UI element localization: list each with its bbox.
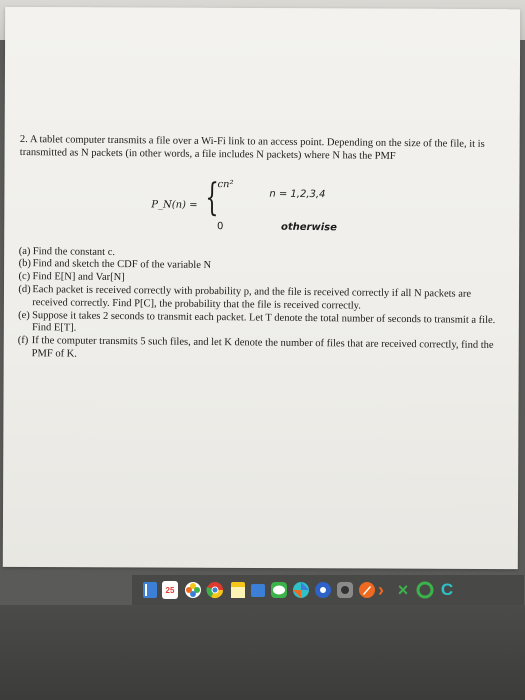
notes-icon[interactable]: [230, 581, 246, 599]
office-icon[interactable]: [416, 581, 434, 599]
part-label: (d): [18, 283, 31, 296]
table-background: [0, 605, 525, 700]
pmf-case1-condition: n = 1,2,3,4: [269, 188, 326, 200]
pages-icon[interactable]: [358, 581, 376, 599]
pmf-case2-condition: otherwise: [280, 221, 337, 233]
part-label: (f): [17, 335, 29, 347]
pmf-formula: [19, 174, 498, 241]
problem-content: [18, 134, 498, 366]
chevron-right-icon[interactable]: ›: [378, 580, 384, 600]
part-text: Find and sketch the CDF of the variable N: [32, 258, 212, 272]
part-text: Suppose it takes 2 seconds to transmit each packet. Let T denote the total number of seconds to transmit a file. Find E[T].: [31, 309, 496, 334]
pinwheel-icon[interactable]: [292, 581, 310, 599]
calendar-icon[interactable]: 25: [162, 581, 178, 599]
problem-intro: [20, 134, 498, 165]
part-label: (b): [18, 258, 31, 270]
book-icon[interactable]: [142, 581, 158, 599]
c-icon[interactable]: C: [440, 580, 454, 599]
messages-icon[interactable]: [270, 581, 288, 599]
folder-icon[interactable]: [250, 581, 266, 599]
problem-statement: 2. A tablet computer transmits a file over a Wi-Fi link to an access point. Depending on the size of the file, it is transmitted as N packets (in other words, a file includes N packets) where N has the PMF: [19, 134, 485, 162]
pmf-case1-value: cn²: [217, 178, 234, 190]
part-text: Find E[N] and Var[N]: [32, 271, 125, 284]
brace-symbol: {: [205, 174, 219, 219]
settings-icon[interactable]: [314, 581, 332, 599]
chrome-icon[interactable]: [206, 581, 224, 599]
question-parts: [18, 246, 497, 366]
part-label: (e): [18, 309, 30, 321]
pmf-case2-value: 0: [216, 220, 224, 232]
close-icon[interactable]: ×: [397, 580, 409, 600]
photos-icon[interactable]: [184, 581, 202, 599]
camera-icon[interactable]: [336, 581, 354, 599]
part-text: If the computer transmits 5 such files, and let K denote the number of files that are received correctly, find the PMF of K.: [31, 335, 494, 360]
part-label: (c): [18, 271, 31, 283]
taskbar: [132, 575, 524, 605]
part-label: (a): [18, 245, 31, 257]
part-text: Each packet is received correctly with probability p, and the file is received correctly if all N packets are received correctly. Find P[C], the probability that the file is received correctly.: [32, 284, 472, 312]
part-text: Find the constant c.: [32, 245, 116, 258]
question-part-f: [18, 335, 496, 366]
pmf-lhs: P_N(n) =: [151, 198, 198, 211]
